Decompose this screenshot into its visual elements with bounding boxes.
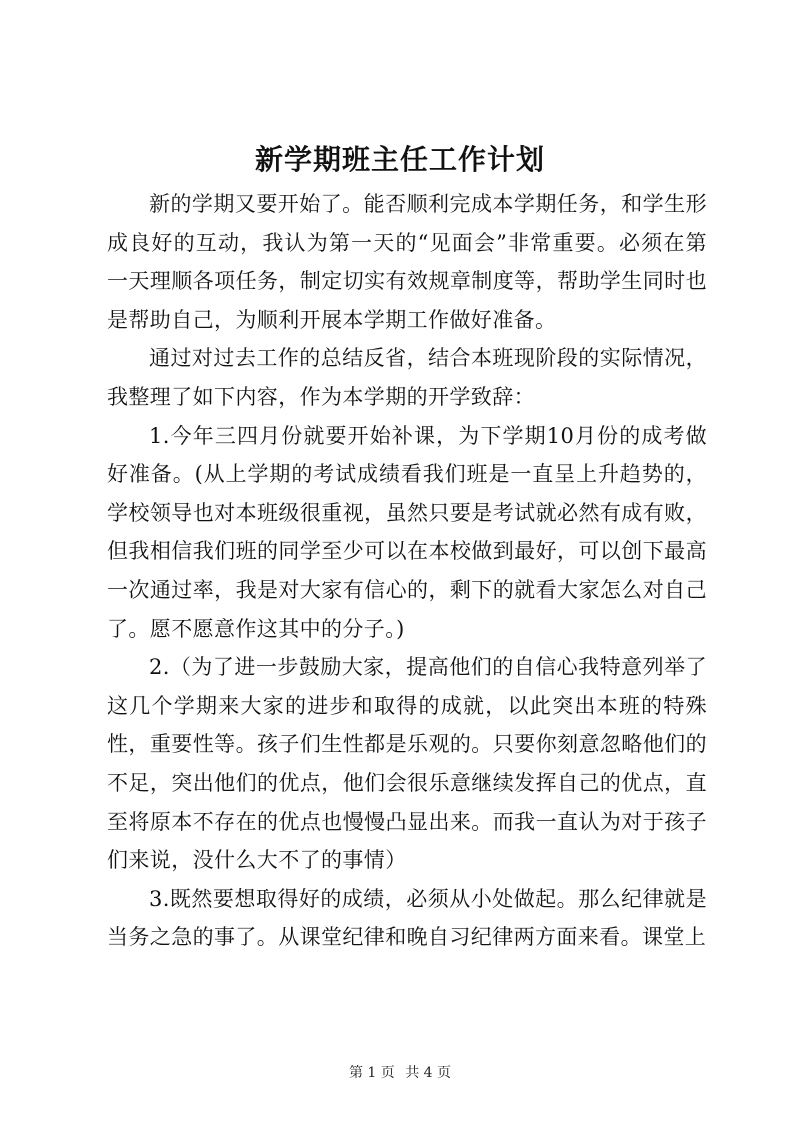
paragraph-item-1: 1.今年三四月份就要开始补课，为下学期10月份的成考做好准备。(从上学期的考试成绩看我们班是一直呈上升趋势的，学校领导也对本班级很重视，虽然只要是考试就必然有成有败，但我相信我们班的同学至少可以在本校做到最好，可以创下最高一次通过率，我是对大家有信心的，剩下的就看大家怎么对自己了。愿不愿意作这其中的分子。) <box>107 423 707 641</box>
page-footer <box>0 1063 800 1083</box>
paragraph-intro: 新的学期又要开始了。能否顺利完成本学期任务，和学生形成良好的互动，我认为第一天的“见面会”非常重要。必须在第一天理顺各项任务，制定切实有效规章制度等，帮助学生同时也是帮助自己，为顺利开展本学期工作做好准备。 <box>107 192 707 332</box>
paragraph-summary: 通过对过去工作的总结反省，结合本班现阶段的实际情况，我整理了如下内容，作为本学期的开学致辞： <box>107 346 707 409</box>
document-title: 新学期班主任工作计划 <box>254 143 545 176</box>
paragraph-item-2: 2.（为了进一步鼓励大家，提高他们的自信心我特意列举了这几个学期来大家的进步和取得的成就，以此突出本班的特殊性，重要性等。孩子们生性都是乐观的。只要你刻意忽略他们的不足，突出他们的优点，他们会很乐意继续发挥自己的优点，直至将原本不存在的优点也慢慢凸显出来。而我一直认为对于孩子们来说，没什么大不了的事情） <box>107 655 707 873</box>
paragraph-item-3: 3.既然要想取得好的成绩，必须从小处做起。那么纪律就是当务之急的事了。从课堂纪律和晚自习纪律两方面来看。课堂上 <box>107 886 707 950</box>
page-number: 第 1 页 <box>348 1065 395 1081</box>
page-total: 共 4 页 <box>405 1065 452 1081</box>
document-body <box>107 185 707 957</box>
